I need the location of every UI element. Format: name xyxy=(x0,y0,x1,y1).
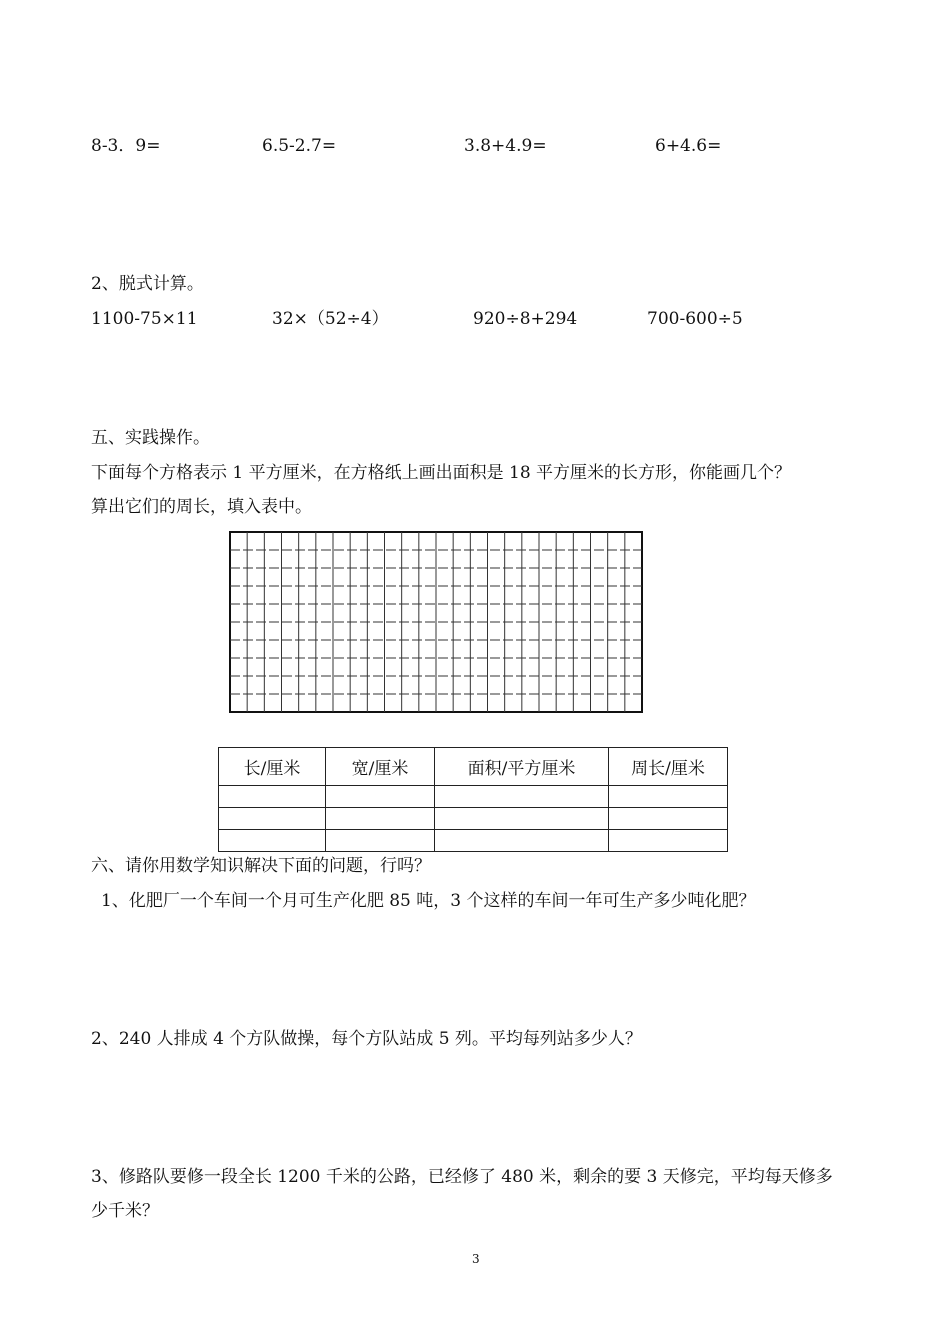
answer-cell[interactable] xyxy=(326,830,435,852)
answer-cell[interactable] xyxy=(326,786,435,808)
calc-item-4: 6+4.6= xyxy=(655,136,722,156)
q2-title: 2、脱式计算。 xyxy=(91,274,204,294)
answer-cell[interactable] xyxy=(219,808,326,830)
answer-cell[interactable] xyxy=(219,786,326,808)
calc-item-3: 3.8+4.9= xyxy=(464,136,547,156)
word-problem-3-line-1: 3、修路队要修一段全长 1200 千米的公路，已经修了 480 米，剩余的要 3 天修完，平均每天修多 xyxy=(91,1167,833,1187)
header-length: 长/厘米 xyxy=(219,748,326,786)
answer-cell[interactable] xyxy=(609,808,728,830)
answer-cell[interactable] xyxy=(435,830,609,852)
word-problem-3-line-2: 少千米？ xyxy=(91,1201,159,1221)
header-perimeter: 周长/厘米 xyxy=(609,748,728,786)
section5-instruction-2: 算出它们的周长，填入表中。 xyxy=(91,497,312,517)
answer-table-row xyxy=(219,830,728,852)
step-calc-item-2: 32×（52÷4） xyxy=(272,309,389,329)
answer-table-row xyxy=(219,808,728,830)
section5-instruction-1: 下面每个方格表示 1 平方厘米，在方格纸上画出面积是 18 平方厘米的长方形，你能画几个？ xyxy=(91,463,792,483)
answer-cell[interactable] xyxy=(435,808,609,830)
answer-table-header-row xyxy=(219,748,728,786)
word-problem-2: 2、240 人排成 4 个方队做操，每个方队站成 5 列。平均每列站多少人？ xyxy=(91,1029,642,1049)
answer-table-row xyxy=(219,786,728,808)
page-number: 3 xyxy=(472,1252,480,1266)
calc-item-2: 6.5-2.7= xyxy=(262,136,337,156)
header-area: 面积/平方厘米 xyxy=(435,748,609,786)
answer-cell[interactable] xyxy=(609,830,728,852)
step-calc-item-3: 920÷8+294 xyxy=(473,309,578,329)
answer-cell[interactable] xyxy=(609,786,728,808)
word-problem-1: 1、化肥厂一个车间一个月可生产化肥 85 吨，3 个这样的车间一年可生产多少吨化肥？ xyxy=(101,891,756,911)
section6-title: 六、请你用数学知识解决下面的问题，行吗？ xyxy=(91,856,431,876)
answer-table xyxy=(218,747,728,852)
section5-title: 五、实践操作。 xyxy=(91,428,210,448)
step-calc-item-4: 700-600÷5 xyxy=(647,309,743,329)
square-grid-paper xyxy=(228,530,644,714)
header-width: 宽/厘米 xyxy=(326,748,435,786)
answer-cell[interactable] xyxy=(326,808,435,830)
calc-item-1: 8-3．9= xyxy=(91,136,161,156)
step-calc-item-1: 1100-75×11 xyxy=(91,309,198,329)
answer-cell[interactable] xyxy=(219,830,326,852)
answer-cell[interactable] xyxy=(435,786,609,808)
